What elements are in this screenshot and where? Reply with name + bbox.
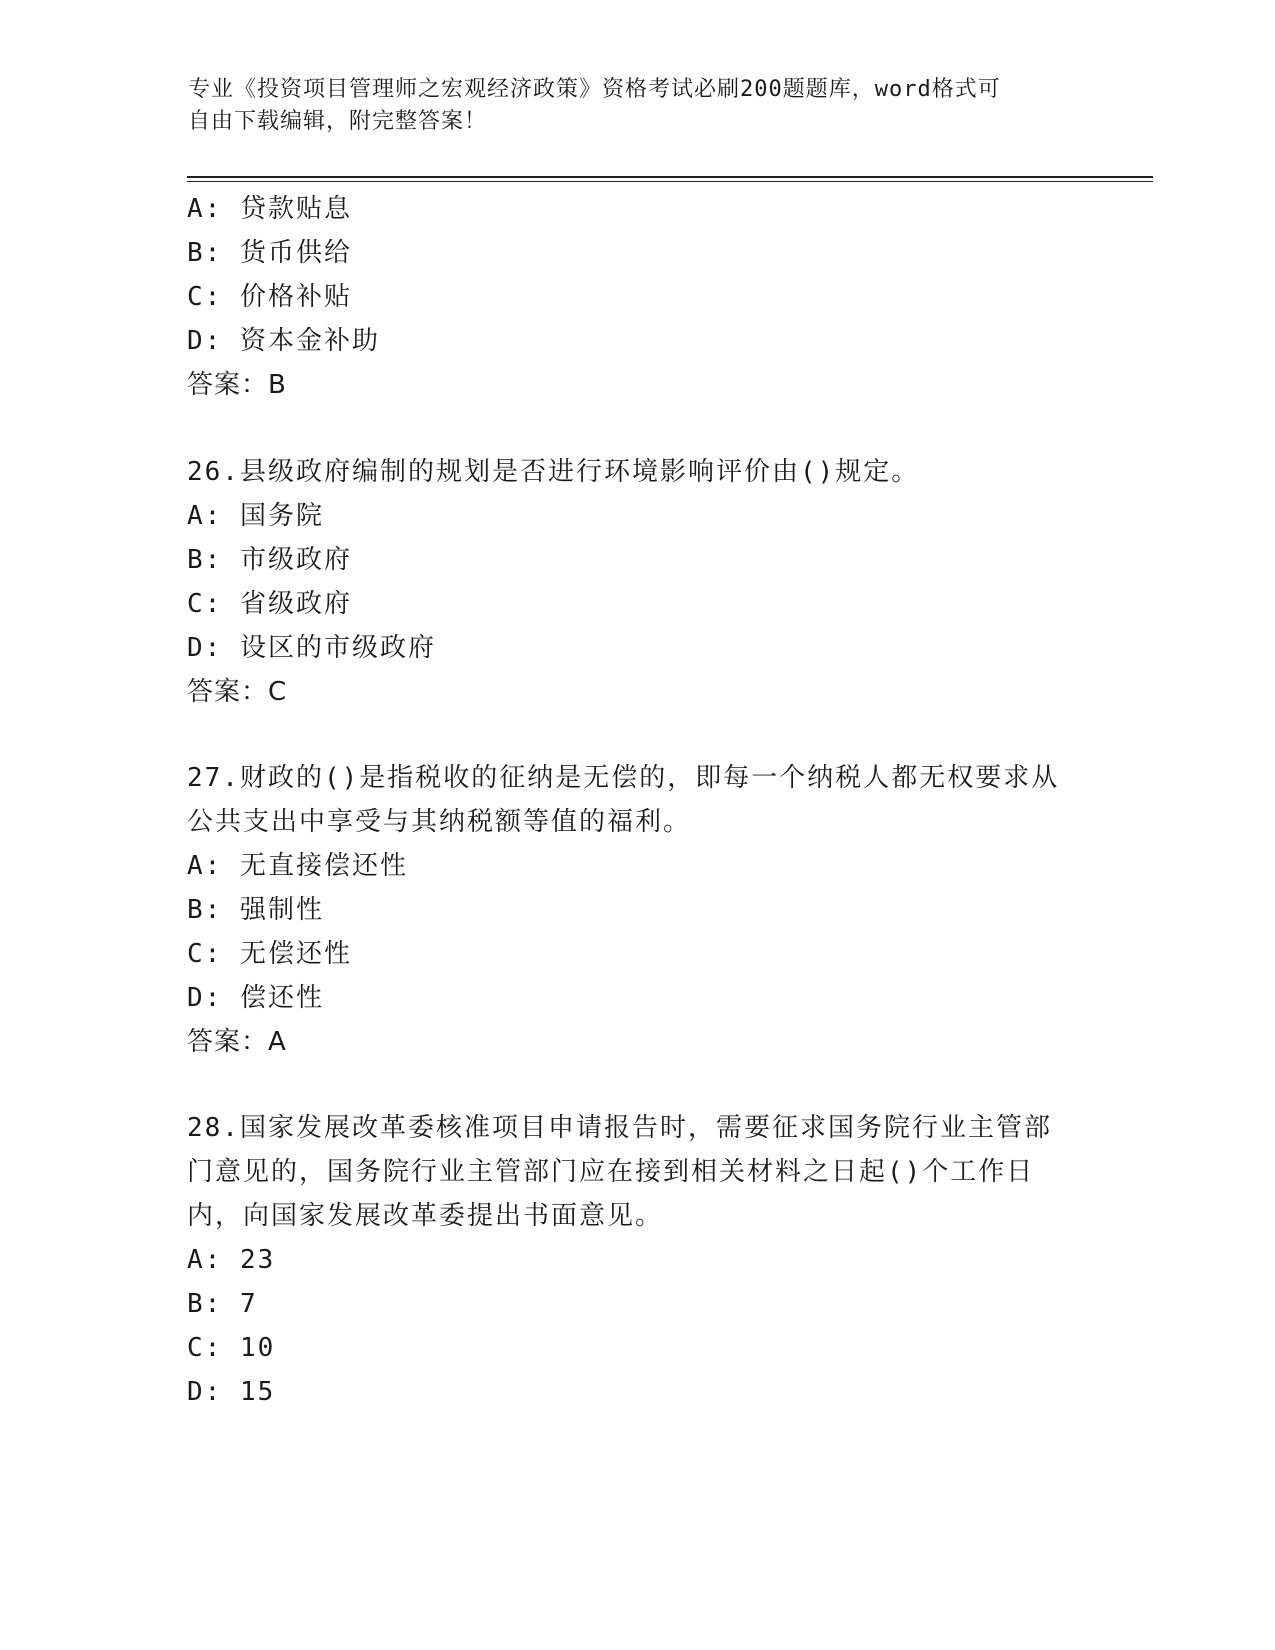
q25-answer: 答案：B	[187, 370, 287, 400]
q26-option-b: B: 市级政府	[187, 545, 352, 575]
q28-option-c: C: 10	[187, 1333, 276, 1363]
q25-option-d: D: 资本金补助	[187, 326, 380, 356]
q26-option-d: D: 设区的市级政府	[187, 633, 436, 663]
document-header	[188, 74, 1068, 138]
q27-stem-line-1: 27.财政的()是指税收的征纳是无偿的，即每一个纳税人都无权要求从	[187, 763, 1060, 793]
q28-stem-line-1: 28.国家发展改革委核准项目申请报告时，需要征求国务院行业主管部	[187, 1113, 1052, 1143]
q28-option-b: B: 7	[187, 1289, 258, 1319]
q27-answer: 答案：A	[187, 1027, 287, 1057]
header-rule-thin	[187, 181, 1153, 182]
header-line-2: 自由下载编辑，附完整答案！	[188, 109, 488, 134]
q27-option-a: A: 无直接偿还性	[187, 851, 408, 881]
q28-option-d: D: 15	[187, 1377, 276, 1407]
q25-option-a: A: 贷款贴息	[187, 194, 352, 224]
q25-option-c: C: 价格补贴	[187, 282, 352, 312]
q28-stem-line-2: 门意见的，国务院行业主管部门应在接到相关材料之日起()个工作日	[187, 1157, 1035, 1187]
q28-option-a: A: 23	[187, 1245, 276, 1275]
header-rule-thick	[187, 176, 1153, 178]
q27-stem-line-2: 公共支出中享受与其纳税额等值的福利。	[187, 807, 692, 837]
q25-option-b: B: 货币供给	[187, 238, 352, 268]
q27-option-d: D: 偿还性	[187, 983, 324, 1013]
q26-stem: 26.县级政府编制的规划是否进行环境影响评价由()规定。	[187, 457, 920, 487]
q26-option-c: C: 省级政府	[187, 589, 352, 619]
q28-stem-line-3: 内，向国家发展改革委提出书面意见。	[187, 1201, 664, 1231]
q26-answer: 答案：C	[187, 677, 288, 707]
header-line-1: 专业《投资项目管理师之宏观经济政策》资格考试必刷200题题库，word格式可	[188, 77, 1001, 102]
q27-option-b: B: 强制性	[187, 895, 324, 925]
q27-option-c: C: 无偿还性	[187, 939, 352, 969]
q26-option-a: A: 国务院	[187, 501, 324, 531]
